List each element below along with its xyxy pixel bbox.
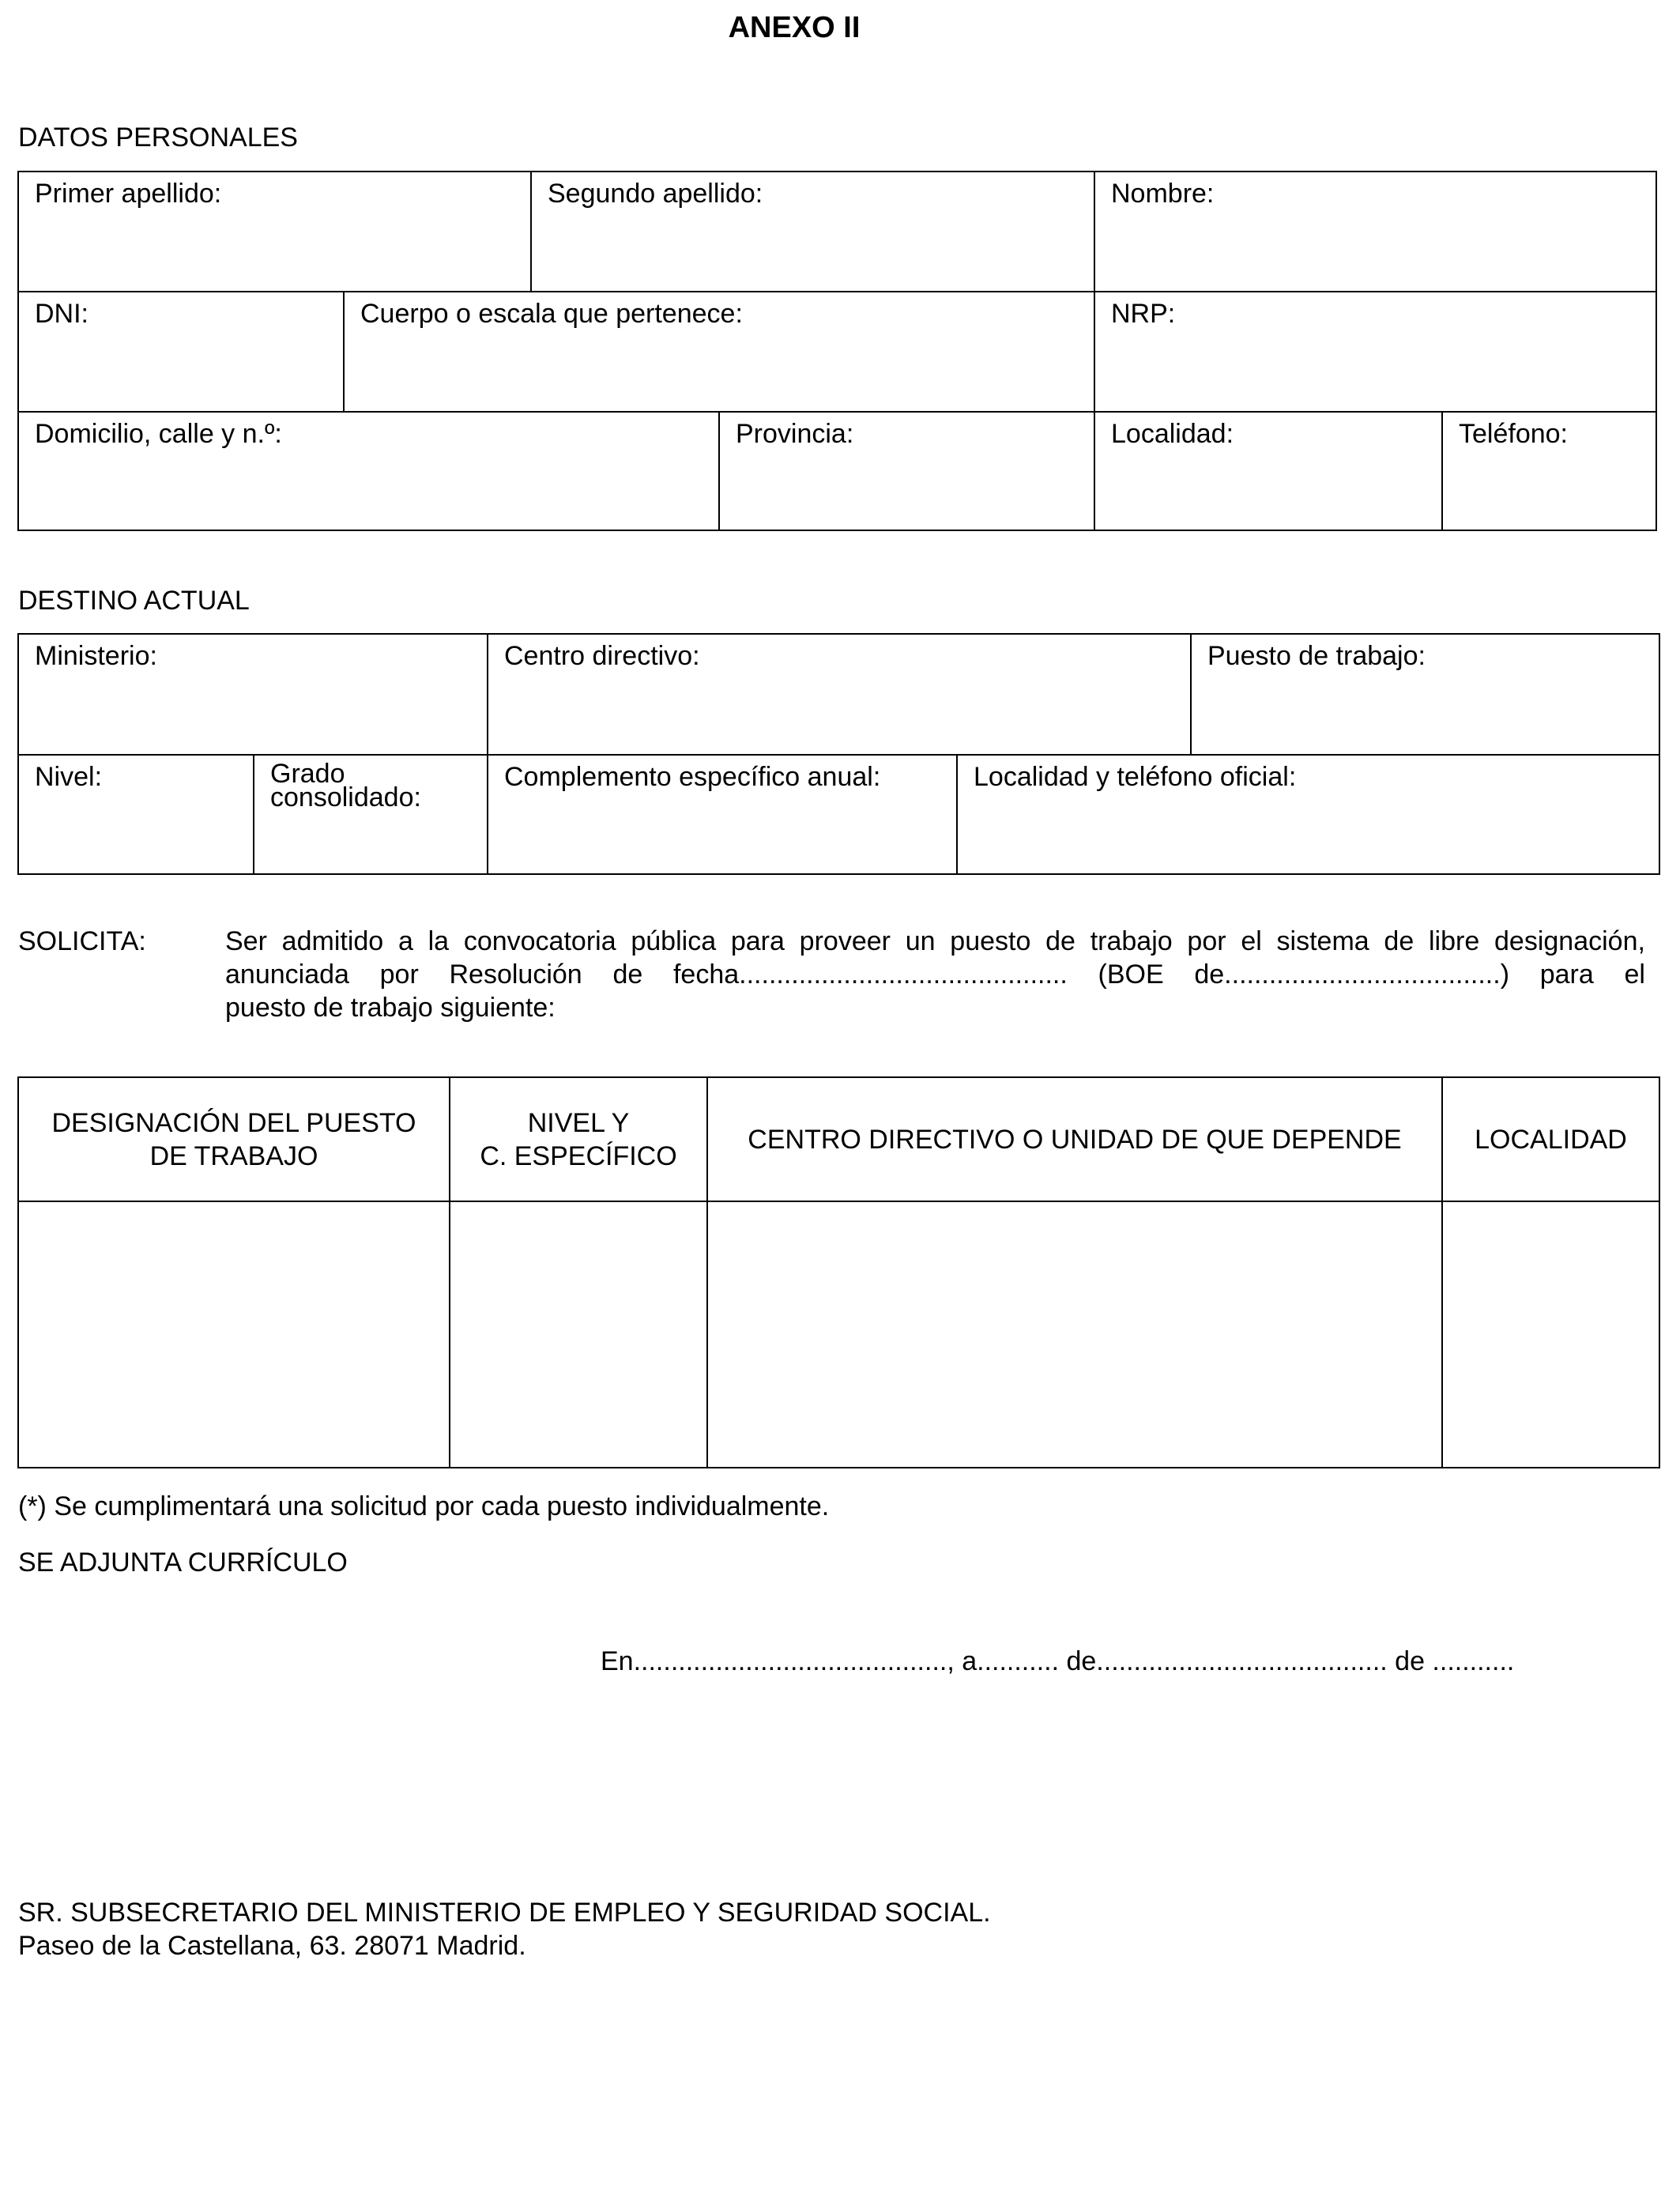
header-designacion-line1: DESIGNACIÓN DEL PUESTO [51,1107,416,1138]
segundo-apellido-field[interactable] [532,172,1094,291]
line2-word: Resolución [449,959,582,990]
telefono-field[interactable] [1443,413,1656,531]
header-centro-directivo: CENTRO DIRECTIVO O UNIDAD DE QUE DEPENDE [748,1124,1402,1155]
line1-word: pública [631,926,717,956]
line2-word: (BOE [1098,959,1164,990]
localidad-field[interactable] [1095,413,1441,531]
place-date-line: En.........................................., a........... de....................................... de ........... [601,1646,1515,1676]
header-nivel [450,1078,706,1201]
nivel-input-cell[interactable] [450,1202,706,1467]
nrp-label: NRP: [1111,299,1176,329]
line2-word: fecha............................................ [672,959,1068,990]
header-nivel-line1: NIVEL Y [527,1107,630,1138]
line1-word: la [428,926,450,956]
puesto-trabajo-label: Puesto de trabajo: [1207,641,1426,671]
centro-directivo-input-cell[interactable] [708,1202,1441,1467]
grado-label-line2: consolidado: [270,782,421,812]
centro-directivo-field[interactable] [488,635,1190,754]
nivel-field[interactable] [19,756,253,875]
solicita-label: SOLICITA: [18,926,146,956]
line1-word: convocatoria [463,926,616,956]
line1-word: el [1241,926,1262,956]
line1-word: por [1187,926,1226,956]
line1-word: de [1045,926,1075,956]
datos-personales-heading: DATOS PERSONALES [18,123,298,153]
line2-word: el [1624,959,1645,990]
complemento-especifico-label: Complemento específico anual: [504,762,881,792]
nombre-field[interactable] [1095,172,1656,291]
localidad-telefono-field[interactable] [958,756,1659,875]
designacion-input-cell[interactable] [19,1202,449,1467]
ministerio-field[interactable] [19,635,487,754]
line1-word: puesto [950,926,1031,956]
provincia-label: Provincia: [736,419,854,449]
addressee-line2: Paseo de la Castellana, 63. 28071 Madrid. [18,1931,526,1961]
complemento-especifico-field[interactable] [488,756,956,875]
provincia-field[interactable] [720,413,1094,531]
cuerpo-escala-label: Cuerpo o escala que pertenece: [360,299,743,329]
primer-apellido-label: Primer apellido: [35,179,222,209]
line1-word: trabajo [1090,926,1173,956]
line1-word: para [730,926,785,956]
nrp-field[interactable] [1095,292,1656,411]
cuerpo-escala-field[interactable] [345,292,1094,411]
line2-word: anunciada [225,959,349,990]
line1-word: libre [1429,926,1480,956]
line1-word: Ser [225,926,267,956]
destino-actual-heading: DESTINO ACTUAL [18,586,250,616]
line1-word: sistema [1276,926,1369,956]
line1-word: proveer [799,926,891,956]
domicilio-field[interactable] [19,413,718,531]
adjunta-curriculo: SE ADJUNTA CURRÍCULO [18,1547,348,1578]
puesto-trabajo-field[interactable] [1192,635,1659,754]
localidad-input-cell[interactable] [1443,1202,1659,1467]
telefono-label: Teléfono: [1459,419,1568,449]
solicita-line1 [225,925,1645,958]
primer-apellido-field[interactable] [19,172,530,291]
header-localidad: LOCALIDAD [1475,1124,1627,1155]
localidad-telefono-label: Localidad y teléfono oficial: [974,762,1297,792]
footnote: (*) Se cumplimentará una solicitud por cada puesto individualmente. [18,1491,830,1521]
page-title: ANEXO II [728,11,861,44]
dni-field[interactable] [19,292,343,411]
header-nivel-line2: C. ESPECÍFICO [480,1140,677,1171]
segundo-apellido-label: Segundo apellido: [548,179,763,209]
line2-word: por [379,959,419,990]
grado-consolidado-field[interactable] [254,756,487,875]
line1-word: de [1384,926,1414,956]
dni-label: DNI: [35,299,89,329]
line1-word: admitido [281,926,384,956]
centro-directivo-label: Centro directivo: [504,641,700,671]
line2-word: de [612,959,643,990]
ministerio-label: Ministerio: [35,641,157,671]
puestos-table [17,1076,1660,1468]
datos-personales-table [17,171,1657,531]
line1-word: un [905,926,936,956]
grado-label-line1: Grado [270,759,345,789]
header-designacion-line2: DE TRABAJO [149,1140,318,1171]
header-designacion [19,1078,449,1201]
solicita-line3: puesto de trabajo siguiente: [225,993,556,1023]
localidad-label: Localidad: [1111,419,1234,449]
domicilio-label: Domicilio, calle y n.º: [35,419,282,449]
nivel-label: Nivel: [35,762,103,792]
solicita-text [225,925,1645,1024]
nombre-label: Nombre: [1111,179,1215,209]
line2-word: de.....................................) [1194,959,1510,990]
destino-actual-table [17,633,1660,875]
solicita-line2 [225,958,1645,991]
line1-word: designación, [1494,926,1645,956]
line1-word: a [397,926,413,956]
line2-word: para [1539,959,1594,990]
addressee-line1: SR. SUBSECRETARIO DEL MINISTERIO DE EMPLEO Y SEGURIDAD SOCIAL. [18,1898,991,1928]
